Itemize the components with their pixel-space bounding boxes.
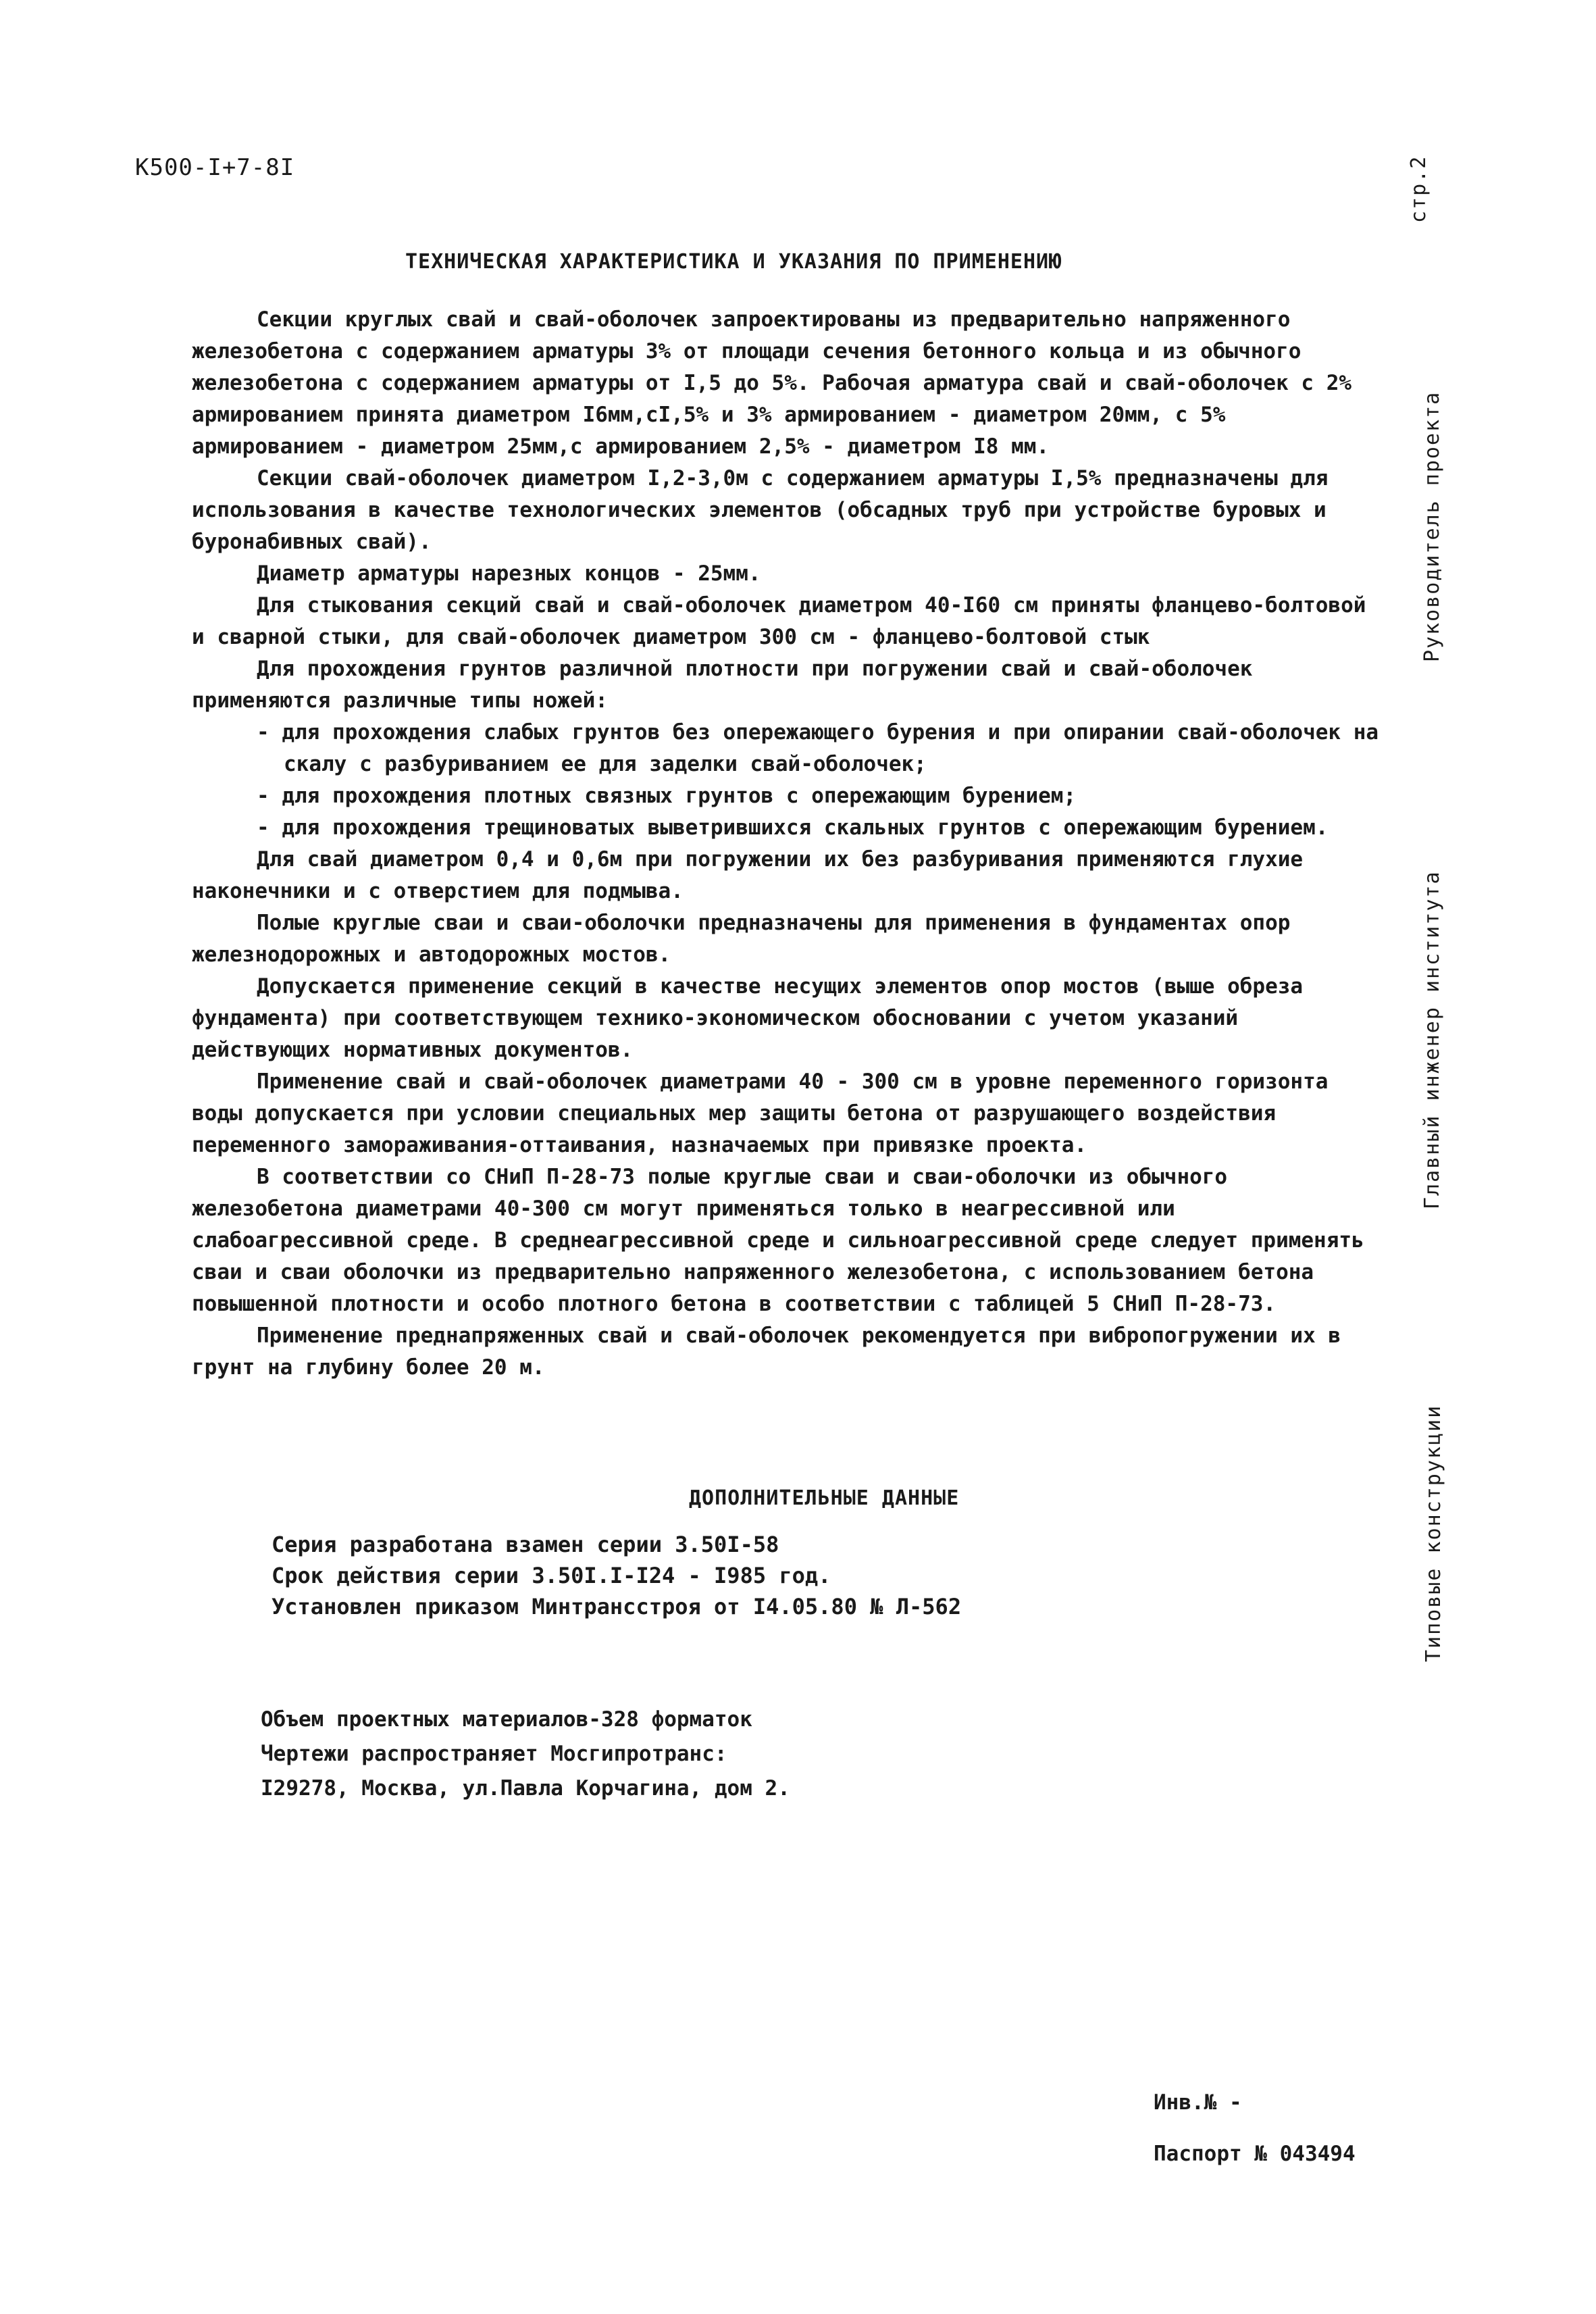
- page-title: ТЕХНИЧЕСКАЯ ХАРАКТЕРИСТИКА И УКАЗАНИЯ ПО ПРИМЕНЕНИЮ: [405, 250, 1062, 274]
- inventory-number: Инв.№ -: [1154, 2090, 1242, 2115]
- passport-number: Паспорт № 043494: [1154, 2142, 1356, 2166]
- paragraph: Для свай диаметром 0,4 и 0,6м при погружении их без разбуривания применяются глухие наконечники и с отверстием для подмыва.: [192, 847, 1304, 903]
- volume-line: Объем проектных материалов-328 форматок: [261, 1707, 752, 1732]
- paragraph: Секции круглых свай и свай-оболочек запроектированы из предварительно напряженного железобетона с содержанием арматуры 3% от площади сечения бетонного кольца и из обычного железобетона с содержанием арматуры от І,5 до 5%. Рабочая арматура свай и свай-оболочек с 2% армированием принята диаметром І6мм,сІ,5% и 3% армированием - диаметром 20мм, с 5% армированием - диаметром 25мм,с армированием 2,5% - диаметром І8 мм.: [192, 307, 1352, 459]
- additional-data: [272, 1529, 961, 1622]
- chief-engineer-label: Главный инженер института: [1420, 870, 1444, 1209]
- volume-line: І29278, Москва, ул.Павла Корчагина, дом 2.: [261, 1776, 790, 1801]
- typical-structures-label: Типовые конструкции: [1422, 1404, 1445, 1662]
- volume-info: [261, 1703, 790, 1806]
- list-item: - для прохождения трещиноватых выветрившихся скальных грунтов с опережающим бурением.: [257, 812, 1381, 844]
- additional-line: Серия разработана взамен серии 3.50І-58: [272, 1532, 779, 1557]
- paragraph: Полые круглые сваи и сваи-оболочки предназначены для применения в фундаментах опор железнодорожных и автодорожных мостов.: [192, 911, 1291, 967]
- list-item: - для прохождения слабых грунтов без опережающего бурения и при опирании свай-оболочек на скалу с разбуриванием ее для заделки свай-оболочек;: [257, 717, 1381, 780]
- paragraph: В соответствии со СНиП П-28-73 полые круглые сваи и сваи-оболочки из обычного железобетона диаметрами 40-300 см могут применяться только в неагрессивной или слабоагрессивной среде. В среднеагрессивной среде и сильноагрессивной среде следует применять сваи и сваи оболочки из предварительно напряженного железобетона, с использованием бетона повышенной плотности и особо плотного бетона в соответствии с таблицей 5 СНиП П-28-73.: [192, 1165, 1364, 1316]
- paragraph: Для стыкования секций свай и свай-оболочек диаметром 40-І60 см приняты фланцево-болтовой и сварной стыки, для свай-оболочек диаметром 300 см - фланцево-болтовой стык: [192, 593, 1366, 649]
- project-lead-label: Руководитель проекта: [1420, 391, 1444, 662]
- volume-line: Чертежи распространяет Мосгипротранс:: [261, 1742, 727, 1766]
- additional-line: Срок действия серии 3.50І.І-І24 - І985 год.: [272, 1563, 831, 1588]
- paragraph: Применение свай и свай-оболочек диаметрами 40 - 300 см в уровне переменного горизонта воды допускается при условии специальных мер защиты бетона от разрушающего воздействия переменного замораживания-оттаивания, назначаемых при привязке проекта.: [192, 1070, 1329, 1157]
- main-text: [192, 304, 1381, 1384]
- knife-types-list: [192, 717, 1381, 844]
- document-code: К500-І+7-8І: [135, 154, 295, 181]
- paragraph: Применение преднапряженных свай и свай-оболочек рекомендуется при вибропогружении их в грунт на глубину более 20 м.: [192, 1324, 1341, 1380]
- additional-data-title: ДОПОЛНИТЕЛЬНЫЕ ДАННЫЕ: [689, 1486, 960, 1510]
- paragraph: Для прохождения грунтов различной плотности при погружении свай и свай-оболочек применяются различные типы ножей:: [192, 657, 1253, 713]
- paragraph: Секции свай-оболочек диаметром І,2-3,0м с содержанием арматуры І,5% предназначены для использования в качестве технологических элементов (обсадных труб при устройстве буровых и буронабивных свай).: [192, 466, 1329, 554]
- paragraph: Диаметр арматуры нарезных концов - 25мм.: [257, 561, 761, 586]
- page-number-label: стр.2: [1407, 155, 1431, 223]
- additional-line: Установлен приказом Минтрансстроя от І4.05.80 № Л-562: [272, 1594, 962, 1619]
- paragraph: Допускается применение секций в качестве несущих элементов опор мостов (выше обреза фундамента) при соответствующем технико-экономическом обосновании с учетом указаний действующих нормативных документов.: [192, 974, 1304, 1062]
- list-item: - для прохождения плотных связных грунтов с опережающим бурением;: [257, 780, 1381, 812]
